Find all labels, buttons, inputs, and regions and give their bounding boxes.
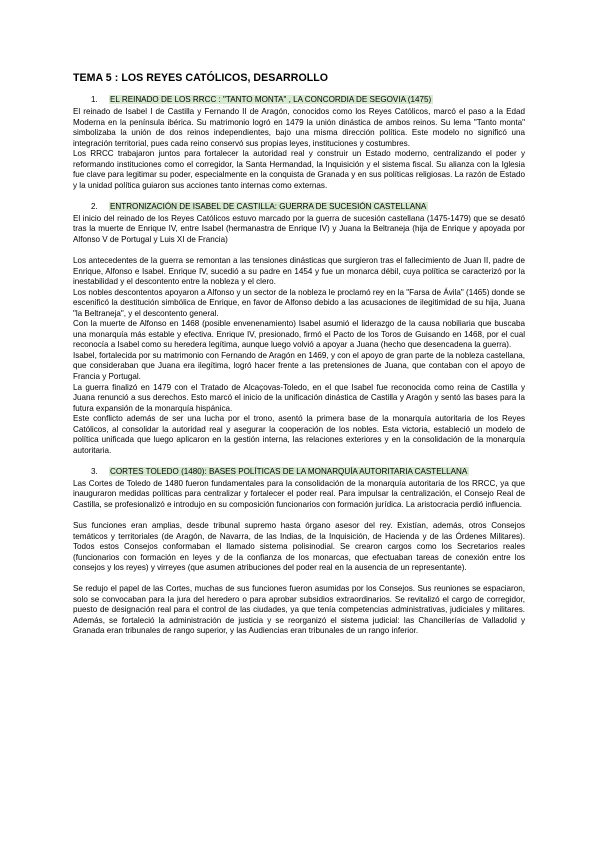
paragraph: Isabel, fortalecida por su matrimonio con Fernando de Aragón en 1469, y con el apoyo de gran parte de la nobleza castellana, que consideraban que Juana era ilegítima, logró hacer frente a las pretensiones de Juana, que contaban con el apoyo de Francia y Portugal. bbox=[73, 350, 525, 382]
section-1-heading bbox=[73, 95, 525, 105]
page-title: TEMA 5 : LOS REYES CATÓLICOS, DESARROLLO bbox=[73, 72, 329, 84]
paragraph: Se redujo el papel de las Cortes, muchas de sus funciones fueron asumidas por los Consejos. Sus reuniones se espaciaron, solo se convocaban para la jura del heredero o para aprobar subsidios extraordinarios. Se revitalizó el cargo de corregidor, puesto de designación real para el control de las ciudades, ya que tenía competencias administrativas, judiciales y militares. Además, se fortaleció la administración de justicia y se reorganizó el sistema judicial: las Chancillerías de Valladolid y Granada eran tribunales de rango superior, y las Audiencias eran tribunales de un rango inferior. bbox=[73, 584, 525, 636]
paragraph: Los antecedentes de la guerra se remontan a las tensiones dinásticas que surgieron tras el fallecimiento de Juan II, padre de Enrique, Alfonso e Isabel. Enrique IV, sucedió a su padre en 1454 y fue un monarca débil, cuya política se caracterizó por la inestabilidad y el descontento entre la nobleza y el clero. bbox=[73, 256, 525, 287]
section-2-number: 2. bbox=[91, 201, 98, 211]
section-3-title: CORTES TOLEDO (1480): BASES POLÍTICAS DE LA MONARQUÍA AUTORITARIA CASTELLANA bbox=[110, 466, 468, 476]
paragraph: Este conflicto además de ser una lucha por el trono, asentó la primera base de la monarquía autoritaria de los Reyes Católicos, al consolidar la autoridad real y asegurar la cooperación de los nobles. Esta victoria, estableció un modelo de política unificada que luego aplicaron en la gestión interna, las relaciones exteriores y en la consolidación de la monarquía autoritaria. bbox=[73, 414, 525, 455]
paragraph: Con la muerte de Alfonso en 1468 (posible envenenamiento) Isabel asumió el liderazgo de la causa nobiliaria que buscaba una monarquía más estable y efectiva. Enrique IV, presionado, firmó el Pacto de los Toros de Guisando en 1468, por el cual reconocía a Isabel como su heredera legítima, aunque luego volvió a apoyar a Juana (hecho que desencadena la guerra). bbox=[73, 319, 525, 350]
section-3-heading bbox=[73, 467, 525, 477]
section-1-number: 1. bbox=[91, 95, 98, 104]
paragraph: El inicio del reinado de los Reyes Católicos estuvo marcado por la guerra de sucesión castellana (1475-1479) que se desató tras la muerte de Enrique IV, entre Isabel (hermanastra de Enrique IV) y Juana la Beltraneja (hija de Enrique y apoyada por Alfonso V de Portugal y Luis XI de Francia) bbox=[73, 213, 525, 244]
paragraph: Los nobles descontentos apoyaron a Alfonso y un sector de la nobleza le proclamó rey en la "Farsa de Ávila" (1465) donde se escenificó la destitución simbólica de Enrique, en favor de Alfonso debido a las acusaciones de ilegitimidad de su hija, Juana "la Beltraneja", y el descontento general. bbox=[73, 287, 525, 318]
section-2-title: ENTRONIZACIÓN DE ISABEL DE CASTILLA: GUERRA DE SUCESIÓN CASTELLANA bbox=[110, 201, 427, 211]
section-1-title: EL REINADO DE LOS RRCC : "TANTO MONTA" , LA CONCORDIA DE SEGOVIA (1475) bbox=[110, 95, 432, 104]
section-2-heading bbox=[73, 202, 525, 212]
paragraph: El reinado de Isabel I de Castilla y Fernando II de Aragón, conocidos como los Reyes Católicos, marcó el paso a la Edad Moderna en la península ibérica. Su matrimonio logró en 1479 la unión dinástica de ambos reinos. Su lema "Tanto monta" simbolizaba la unión de dos reinos independientes, bajo una misma dirección política. Este modelo no significó una integración territorial, pues cada reino conservó sus propias leyes, instituciones y costumbres. bbox=[73, 107, 525, 148]
paragraph: Los RRCC trabajaron juntos para fortalecer la autoridad real y construir un Estado moderno, centralizando el poder y reformando instituciones como el corregidor, la Santa Hermandad, la Inquisición y el sistema fiscal. Su alianza con la Iglesia fue clave para legitimar su poder, especialmente en la conquista de Granada y en sus políticas religiosas. La razón de Estado y la unidad política guiaron sus acciones tanto internas como externas. bbox=[73, 149, 525, 190]
paragraph: Sus funciones eran amplias, desde tribunal supremo hasta órgano asesor del rey. Existían, además, otros Consejos temáticos y territoriales (de Aragón, de Navarra, de las Indias, de la Inquisición, de Hacienda y de las Órdenes Militares). Todos estos Consejos conformaban el llamado sistema polisinodial. Se crearon cargos como los Secretarios reales (funcionarios con formación en leyes y de la confianza de los monarcas, que efectuaban tareas de conexión entre los consejos y los reyes) y virreyes (que asumen atribuciones del poder real en la ausencia de un representante). bbox=[73, 521, 525, 573]
section-3-number: 3. bbox=[91, 466, 98, 476]
paragraph: La guerra finalizó en 1479 con el Tratado de Alcaçovas-Toledo, en el que Isabel fue reconocida como reina de Castilla y Juana renunció a sus derechos. Esto marcó el inicio de la unificación dinástica de Castilla y Aragón y sentó las bases para la futura expansión de la monarquía hispánica. bbox=[73, 382, 525, 413]
paragraph: Las Cortes de Toledo de 1480 fueron fundamentales para la consolidación de la monarquía autoritaria de los RRCC, ya que inauguraron medidas políticas para centralizar y fortalecer el poder real. Para impulsar la centralización, el Consejo Real de Castilla, se profesionalizó e introdujo en su composición funcionarios con formación jurídica. La aristocracia perdió influencia. bbox=[73, 478, 525, 509]
